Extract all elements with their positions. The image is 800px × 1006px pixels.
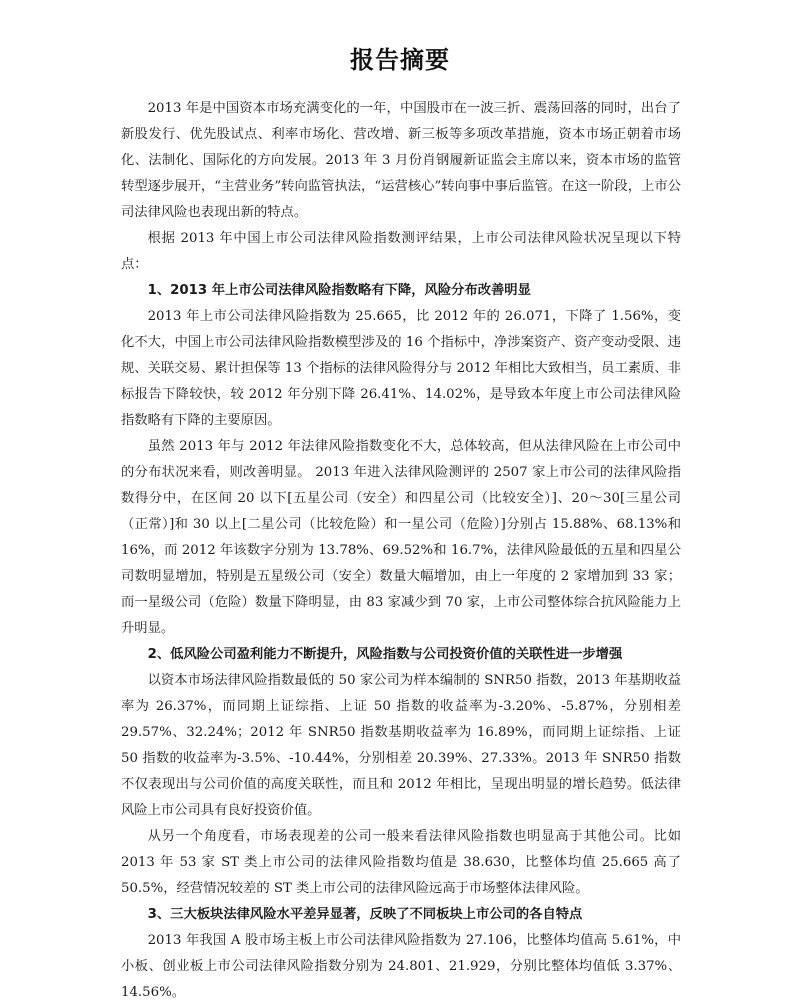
page-title: 报告摘要 (350, 46, 450, 74)
section-3-heading: 3、三大板块法律风险水平差异显著，反映了不同板块上市公司的各自特点 (147, 907, 583, 922)
intro-paragraph-1: 2013 年是中国资本市场充满变化的一年，中国股市在一波三折、震荡回落的同时，出台了新股发行、优先股试点、利率市场化、营改增、新三板等多项改革措施，资本市场正朝着市场化、法制化、国际化的方向发展。2013 年 3 月份肖钢履新证监会主席以来，资本市场的监管转型逐步展开，“主营业务”转向监管执法，“运营核心”转向事中事后监管。在这一阶段，上市公司法律风险也表现出新的特点。 (121, 101, 681, 220)
section-2-paragraph-1: 以资本市场法律风险指数最低的 50 家公司为样本编制的 SNR50 指数，2013 年基期收益率为 26.37%，而同期上证综指、上证 50 指数的收益率为-3.20%、-5.87%，分别相差 29.57%、32.24%；2012 年 SNR50 指数基期收益率为 16.89%，而同期上证综指、上证 50 指数的收益率为-3.5%、-10.44%，分别相差 20.39%、27.33%。2013 年 SNR50 指数不仅表现出与公司价值的高度关联性，而且和 2012 年相比，呈现出明显的增长趋势。低法律风险上市公司具有良好投资价值。 (121, 673, 681, 818)
report-body (121, 96, 681, 1006)
section-1-heading: 1、2013 年上市公司法律风险指数略有下降，风险分布改善明显 (147, 283, 531, 298)
section-1-paragraph-1: 2013 年上市公司法律风险指数为 25.665，比 2012 年的 26.071，下降了 1.56%，变化不大，中国上市公司法律风险指数模型涉及的 16 个指标中，净涉案资产、资产变动受限、违规、关联交易、累计担保等 13 个指标的法律风险得分与 2012 年相比大致相当，员工素质、非标报告下降较快，较 2012 年分别下降 26.41%、14.02%，是导致本年度上市公司法律风险指数略有下降的主要原因。 (121, 309, 681, 428)
section-3-paragraph-1: 2013 年我国 A 股市场主板上市公司法律风险指数为 27.106，比整体均值高 5.61%，中小板、创业板上市公司法律风险指数分别为 24.801、21.929，分别比整体均值低 3.37%、14.56%。 (121, 933, 681, 1000)
section-1-paragraph-2: 虽然 2013 年与 2012 年法律风险指数变化不大，总体较高，但从法律风险在上市公司中的分布状况来看，则改善明显。 2013 年进入法律风险测评的 2507 家上市公司的法律风险指数得分中，在区间 20 以下[五星公司（安全）和四星公司（比较安全）]、20～30[三星公司（正常）]和 30 以上[二星公司（比较危险）和一星公司（危险）]分别占 15.88%、68.13%和 16%，而 2012 年该数字分别为 13.78%、69.52%和 16.7%，法律风险最低的五星和四星公司数明显增加，特别是五星级公司（安全）数量大幅增加，由上一年度的 2 家增加到 33 家；而一星级公司（危险）数量下降明显，由 83 家减少到 70 家，上市公司整体综合抗风险能力上升明显。 (121, 439, 681, 636)
section-2-paragraph-2: 从另一个角度看，市场表现差的公司一般来看法律风险指数也明显高于其他公司。比如 2013 年 53 家 ST 类上市公司的法律风险指数均值是 38.630，比整体均值 25.665 高了 50.5%，经营情况较差的 ST 类上市公司的法律风险远高于市场整体法律风险。 (121, 829, 681, 896)
section-2-heading: 2、低风险公司盈利能力不断提升，风险指数与公司投资价值的关联性进一步增强 (147, 647, 623, 662)
intro-paragraph-2: 根据 2013 年中国上市公司法律风险指数测评结果，上市公司法律风险状况呈现以下特点： (121, 231, 681, 272)
